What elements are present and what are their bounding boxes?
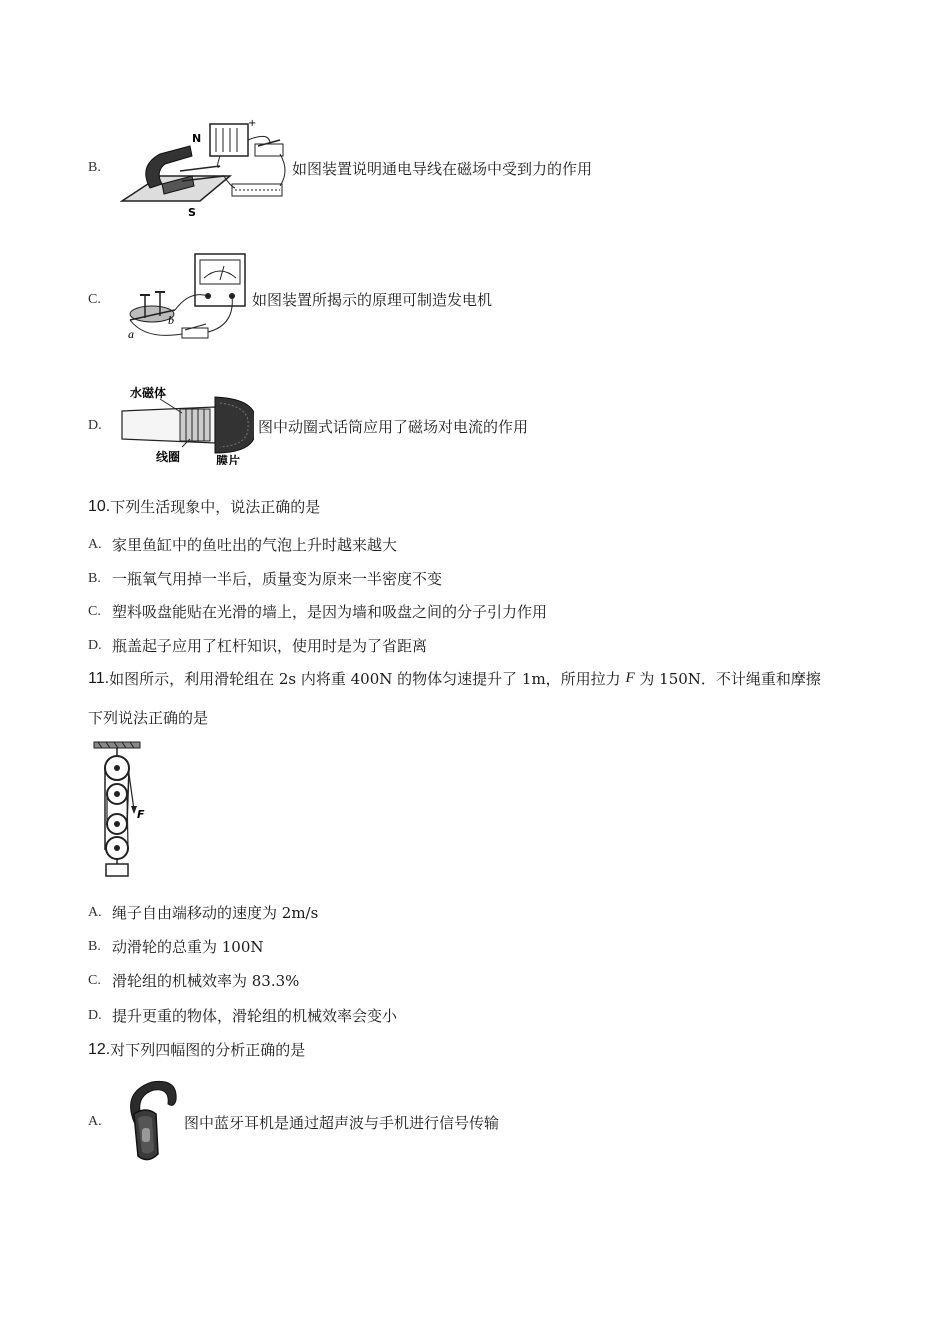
- q11-option-b: [88, 936, 264, 957]
- q10-option-c: [88, 601, 547, 622]
- question-stem-part2: 为 150N．不计绳重和摩擦: [634, 670, 821, 688]
- option-text: 家里鱼缸中的鱼吐出的气泡上升时越来越大: [112, 536, 398, 554]
- q11-stem-line2: [88, 707, 208, 728]
- option-text: 图中蓝牙耳机是通过超声波与手机进行信号传输: [184, 1113, 500, 1132]
- option-letter: A.: [88, 904, 102, 920]
- option-text: 如图装置所揭示的原理可制造发电机: [252, 291, 493, 309]
- q11-option-a: [88, 902, 318, 923]
- motor-apparatus-figure: [120, 116, 290, 220]
- option-text: 瓶盖起子应用了杠杆知识，使用时是为了省距离: [112, 637, 428, 655]
- option-text: 滑轮组的机械效率为 83.3%: [112, 972, 300, 990]
- plus-label: +: [248, 118, 257, 129]
- q10-option-b: [88, 568, 442, 589]
- generator-apparatus-figure: [120, 250, 250, 349]
- bluetooth-earphone-figure: [112, 1074, 182, 1170]
- option-letter: D.: [88, 418, 102, 433]
- option-letter: C.: [88, 972, 101, 988]
- option-letter: D.: [88, 1007, 102, 1023]
- question-stem: 下列生活现象中，说法正确的是: [110, 498, 321, 516]
- n-pole-label: N: [192, 132, 202, 145]
- q9-option-b: [88, 118, 592, 218]
- option-text: 提升更重的物体，滑轮组的机械效率会变小: [112, 1007, 398, 1025]
- s-pole-label: S: [188, 206, 196, 216]
- label-b: b: [168, 313, 174, 327]
- option-letter: C.: [88, 603, 101, 619]
- option-text: 图中动圈式话筒应用了磁场对电流的作用: [258, 417, 529, 436]
- option-letter: B.: [88, 938, 101, 954]
- option-letter: B.: [88, 160, 101, 175]
- q12-option-a: [88, 1076, 499, 1168]
- coil-label: 线圈: [156, 450, 181, 464]
- option-text: 一瓶氧气用掉一半后，质量变为原来一半密度不变: [112, 570, 443, 588]
- force-variable: F: [625, 670, 635, 686]
- q9-option-c: [88, 252, 492, 347]
- q9-option-d: [88, 385, 528, 467]
- question-stem-line2: 下列说法正确的是: [88, 709, 209, 727]
- option-text: 绳子自由端移动的速度为 2m/s: [112, 904, 319, 922]
- pulley-figure: [90, 740, 150, 878]
- force-label: F: [137, 808, 145, 821]
- option-letter: C.: [88, 291, 101, 307]
- magnet-label: 水磁体: [130, 386, 167, 400]
- option-letter: A.: [88, 1114, 102, 1129]
- question-stem-part1: 如图所示，利用滑轮组在 2s 内将重 400N 的物体匀速提升了 1m，所用拉力: [109, 670, 626, 688]
- option-text: 如图装置说明通电导线在磁场中受到力的作用: [292, 159, 593, 178]
- question-number: 11.: [88, 669, 110, 687]
- option-letter: B.: [88, 570, 101, 586]
- option-text: 动滑轮的总重为 100N: [112, 938, 264, 956]
- option-letter: A.: [88, 536, 102, 552]
- q11-stem: [88, 668, 821, 689]
- q10-option-d: [88, 635, 427, 656]
- label-a: a: [128, 327, 134, 341]
- microphone-figure: [120, 383, 254, 469]
- q11-option-d: [88, 1005, 397, 1026]
- option-text: 塑料吸盘能贴在光滑的墙上，是因为墙和吸盘之间的分子引力作用: [112, 603, 548, 621]
- q10-stem: [88, 496, 320, 517]
- question-number: 10.: [88, 497, 111, 515]
- q10-option-a: [88, 534, 397, 555]
- film-label: 膜片: [216, 454, 241, 465]
- option-letter: D.: [88, 637, 102, 653]
- q11-option-c: [88, 970, 299, 991]
- question-stem: 对下列四幅图的分析正确的是: [110, 1041, 306, 1059]
- q12-stem: [88, 1039, 305, 1060]
- question-number: 12.: [88, 1040, 111, 1058]
